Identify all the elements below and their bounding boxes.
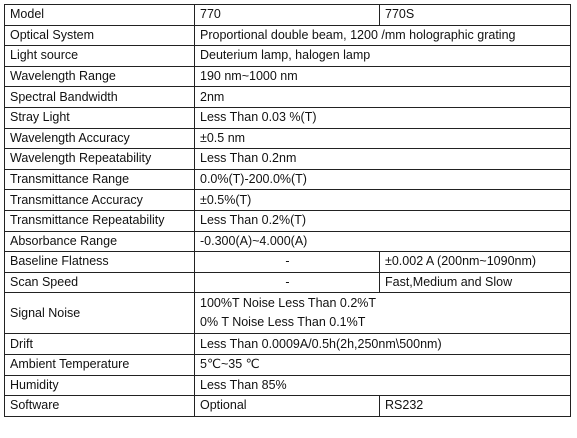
row-label: Transmittance Accuracy xyxy=(5,190,195,211)
table-row-light-source xyxy=(5,46,571,67)
row-label: Scan Speed xyxy=(5,272,195,293)
row-value: Proportional double beam, 1200 /mm holographic grating xyxy=(195,25,571,46)
table-row-humidity xyxy=(5,375,571,396)
table-row-transmittance-range xyxy=(5,169,571,190)
row-label: Optical System xyxy=(5,25,195,46)
row-value: Deuterium lamp, halogen lamp xyxy=(195,46,571,67)
row-value: ±0.5 nm xyxy=(195,128,571,149)
row-value: 5℃~35 ℃ xyxy=(195,354,571,375)
row-label: Baseline Flatness xyxy=(5,252,195,273)
table-row-scan-speed xyxy=(5,272,571,293)
signal-noise-line-2: 0% T Noise Less Than 0.1%T xyxy=(200,315,366,330)
table-row-drift xyxy=(5,334,571,355)
table-row-software xyxy=(5,396,571,417)
row-value: 0.0%(T)-200.0%(T) xyxy=(195,169,571,190)
model-770-cell: - xyxy=(195,272,380,293)
spec-table xyxy=(4,4,571,417)
row-label: Drift xyxy=(5,334,195,355)
row-label: Light source xyxy=(5,46,195,67)
row-label: Stray Light xyxy=(5,107,195,128)
table-row-optical-system xyxy=(5,25,571,46)
table-row-ambient-temperature xyxy=(5,354,571,375)
row-value: Less Than 0.2nm xyxy=(195,149,571,170)
signal-noise-line-1: 100%T Noise Less Than 0.2%T xyxy=(200,296,377,311)
row-value: 2nm xyxy=(195,87,571,108)
table-row-absorbance-range xyxy=(5,231,571,252)
row-value: Less Than 85% xyxy=(195,375,571,396)
row-value: -0.300(A)~4.000(A) xyxy=(195,231,571,252)
table-row-spectral-bandwidth xyxy=(5,87,571,108)
row-label: Model xyxy=(5,5,195,26)
table-row-stray-light xyxy=(5,107,571,128)
table-row-wavelength-repeatability xyxy=(5,149,571,170)
table-row-wavelength-range xyxy=(5,66,571,87)
row-label: Wavelength Repeatability xyxy=(5,149,195,170)
model-770-cell: 770 xyxy=(195,5,380,26)
table-row-baseline-flatness xyxy=(5,252,571,273)
row-label: Signal Noise xyxy=(5,293,195,334)
row-value: 190 nm~1000 nm xyxy=(195,66,571,87)
row-label: Ambient Temperature xyxy=(5,354,195,375)
row-label: Transmittance Range xyxy=(5,169,195,190)
row-label: Spectral Bandwidth xyxy=(5,87,195,108)
row-value xyxy=(195,293,571,334)
model-770s-cell: ±0.002 A (200nm~1090nm) xyxy=(380,252,571,273)
row-label: Absorbance Range xyxy=(5,231,195,252)
row-label: Transmittance Repeatability xyxy=(5,210,195,231)
spec-table-container xyxy=(4,4,570,434)
model-770s-cell: 770S xyxy=(380,5,571,26)
row-value: Less Than 0.2%(T) xyxy=(195,210,571,231)
model-770s-cell: Fast,Medium and Slow xyxy=(380,272,571,293)
model-770-cell: - xyxy=(195,252,380,273)
table-row-signal-noise xyxy=(5,293,571,334)
table-row-model xyxy=(5,5,571,26)
row-label: Wavelength Range xyxy=(5,66,195,87)
table-row-wavelength-accuracy xyxy=(5,128,571,149)
row-label: Software xyxy=(5,396,195,417)
row-value: Less Than 0.0009A/0.5h(2h,250nm\500nm) xyxy=(195,334,571,355)
table-row-transmittance-repeatability xyxy=(5,210,571,231)
model-770-cell: Optional xyxy=(195,396,380,417)
row-value: ±0.5%(T) xyxy=(195,190,571,211)
row-label: Wavelength Accuracy xyxy=(5,128,195,149)
table-row-transmittance-accuracy xyxy=(5,190,571,211)
model-770s-cell: RS232 xyxy=(380,396,571,417)
row-label: Humidity xyxy=(5,375,195,396)
row-value: Less Than 0.03 %(T) xyxy=(195,107,571,128)
